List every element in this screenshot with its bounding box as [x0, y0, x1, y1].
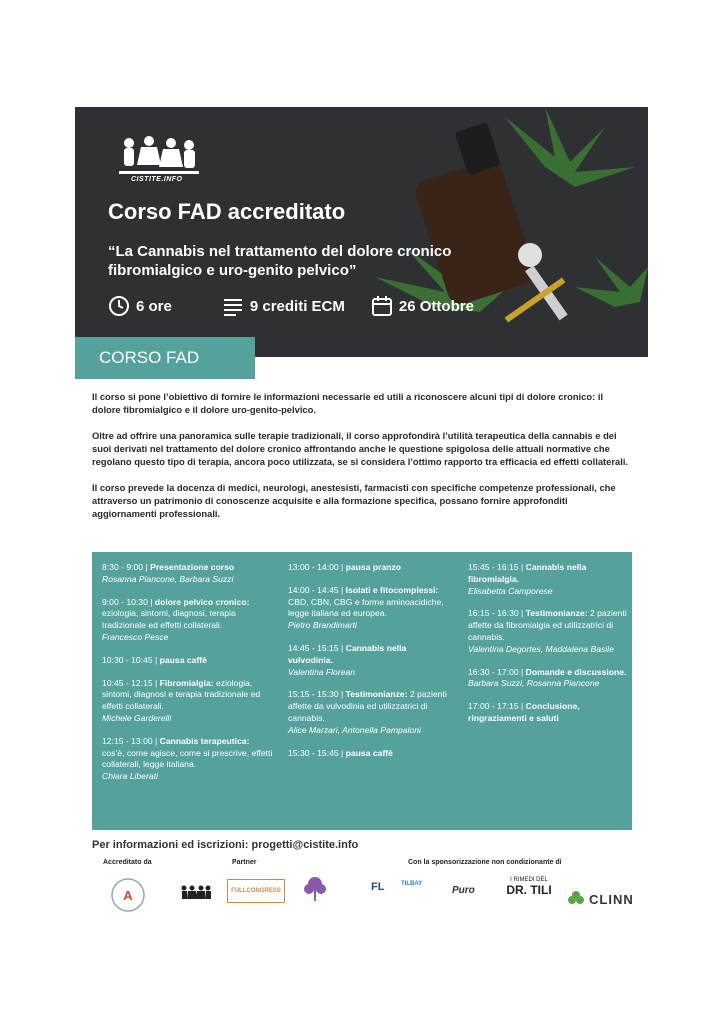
schedule-item [468, 701, 628, 725]
course-type-tag: CORSO FAD [75, 337, 255, 379]
schedule-title: Conclusione, ringraziamenti e saluti [468, 701, 580, 723]
schedule-title: pausa caffè [345, 747, 393, 758]
schedule-title: dolore pelvico cronico: [154, 596, 250, 607]
course-subtitle: “La Cannabis nel trattamento del dolore cronico fibromialgico e uro-genito pelvico” [108, 243, 452, 279]
schedule-item [288, 643, 452, 678]
accreditor-logo-text: A [123, 888, 133, 903]
schedule-time: 17:00 - 17:15 | [468, 701, 526, 712]
intro-paragraph: Il corso si pone l’obiettivo di fornire le informazioni necessarie ed utili a riconoscere alcuni tipi di dolore cronico: il dolore fibromialgico e il dolore uro-genito-pelvico. [92, 391, 604, 415]
schedule-title: pausa pranzo [345, 562, 402, 572]
schedule-speakers: Alice Marzari, Antonella Pampaloni [288, 724, 421, 735]
intro-paragraph: Il corso prevede la docenza di medici, neurologi, anestesisti, farmacisti con specifiche competenze professionali, che attraverso un patrimonio di conoscenze acquisite e alla formazione specifica, possano fornire approfonditi aggiornamenti professionali. [92, 482, 616, 519]
schedule-speakers: Chiara Liberati [102, 771, 158, 782]
intro-paragraph: Oltre ad offrire una panoramica sulle terapie tradizionali, il corso approfondirà l’utilità terapeutica della cannabis e dei suoi derivati nel trattamento del dolore cronico affrontando anche le questione spigolosa delle attuali normative che regolano questo tipo di terapia, ancora poco utilizzata, se si considera l’ottimo rapporto tra efficacia ed effetti collaterali. [92, 430, 629, 467]
list-icon [222, 295, 244, 317]
schedule-time: 10:45 - 12:15 | [102, 677, 160, 688]
schedule-speakers: Francesco Pesce [102, 631, 169, 642]
tilbay-logo: TILBAY [401, 881, 423, 887]
schedule-title: Cannabis nella fibromialgia. [468, 562, 587, 584]
schedule-item [102, 736, 274, 783]
schedule-item [468, 667, 628, 691]
schedule-time: 13:00 - 14:00 | [288, 562, 346, 572]
course-description [92, 390, 632, 533]
schedule-speakers: Elisabetta Camporese [468, 585, 553, 596]
schedule-item [102, 678, 274, 725]
schedule-item [102, 562, 274, 586]
flyer-page [75, 107, 648, 917]
page-title: Corso FAD accreditato [108, 199, 346, 224]
date-label: 26 Ottobre [398, 297, 474, 315]
credits-stat [222, 295, 345, 317]
cistite-small-logo [180, 885, 212, 921]
puro-logo: Puro [452, 885, 475, 896]
duration-stat [108, 295, 172, 317]
schedule-title: Testimonianze: [525, 608, 588, 619]
schedule-column-1 [102, 562, 274, 794]
schedule-column-3 [468, 562, 628, 736]
schedule-title: Presentazione corso [150, 562, 235, 572]
clinn-logo-text: CLINN [589, 891, 634, 907]
schedule-description: 2 pazienti affette da fibromialgia ed utilizzatrici di cannabis. [468, 608, 627, 642]
dr-tili-logo-top: I RIMEDI DEL [510, 877, 548, 883]
schedule-item [468, 562, 628, 597]
schedule-title: pausa caffè [159, 654, 207, 665]
contact-info: Per informazioni ed iscrizioni: progetti@cistite.info [92, 839, 359, 851]
accreditor-logo [110, 877, 150, 913]
schedule-title: Testimonianze: [345, 689, 408, 700]
schedule-time: 15:15 - 15:30 | [288, 689, 346, 700]
schedule-item [288, 748, 452, 760]
schedule-item [288, 562, 452, 574]
schedule-item [468, 608, 628, 655]
schedule-description: 2 pazienti affette da vulvodinia ed utilizzatrici di cannabis. [288, 689, 447, 723]
fl-group-logo: FL [371, 881, 385, 893]
fullcongress-logo-text: FULLCONGRESS [227, 879, 285, 903]
sponsor-label: Con la sponsorizzazione non condizionante di [408, 859, 562, 866]
schedule-title: Isolati e fitocomplessi: [345, 584, 439, 595]
schedule-time: 16:30 - 17:00 | [468, 666, 526, 677]
schedule-speakers: Valentina Florean [288, 666, 356, 677]
schedule-title: Cannabis nella vulvodinia. [288, 642, 407, 665]
accredited-label: Accreditato da [103, 859, 152, 866]
program-schedule [92, 552, 632, 830]
credits-label: 9 crediti ECM [249, 297, 345, 315]
dr-tili-logo-bottom: DR. TILI [506, 883, 552, 897]
logo-text: CISTITE.INFO [131, 176, 183, 183]
hero-banner [75, 107, 648, 357]
schedule-item [288, 689, 452, 736]
schedule-item [288, 585, 452, 632]
schedule-title: Cannabis terapeutica: [159, 735, 250, 746]
schedule-title: Domande e discussione. [525, 666, 627, 677]
schedule-speakers: Pietro Brandimarti [288, 620, 357, 631]
schedule-description: CBD, CBN, CBG e forme aminoacidiche, legge italiana ed europea. [288, 596, 444, 619]
schedule-time: 12:15 - 13:00 | [102, 735, 160, 746]
schedule-time: 15:45 - 16:15 | [468, 562, 526, 572]
schedule-speakers: Barbara Suzzi, Rosanna Piancone [468, 678, 600, 689]
schedule-time: 15:30 - 15:45 | [288, 747, 346, 758]
clock-icon [108, 295, 130, 317]
schedule-speakers: Michele Garderelli [102, 712, 172, 723]
schedule-item [102, 597, 274, 644]
fullcongress-logo [227, 879, 285, 915]
schedule-description: eziologia, sintomi, diagnosi e terapia tradizionale ed effetti collaterali. [102, 677, 261, 712]
date-stat [371, 295, 474, 317]
schedule-time: 8:30 - 9:00 | [102, 562, 151, 572]
dr-tili-logo [501, 877, 557, 913]
schedule-speakers: Valentina Degortes, Maddalena Basile [468, 643, 614, 654]
partner-tree-logo [300, 875, 330, 911]
schedule-column-2 [288, 562, 452, 770]
schedule-title: Fibromialgia: [159, 677, 214, 688]
clover-icon [567, 890, 585, 908]
partner-label: Partner [232, 859, 257, 866]
schedule-time: 16:15 - 16:30 | [468, 608, 526, 619]
calendar-icon [371, 295, 393, 317]
schedule-time: 14:00 - 14:45 | [288, 584, 346, 595]
schedule-time: 10:30 - 10:45 | [102, 654, 160, 665]
schedule-item [102, 655, 274, 667]
duration-label: 6 ore [136, 297, 172, 315]
schedule-speakers: Rosanna Piancone, Barbara Suzzi [102, 573, 234, 584]
course-stats [108, 295, 500, 317]
schedule-time: 14:45 - 15:15 | [288, 642, 346, 653]
clinn-logo [567, 881, 634, 917]
schedule-time: 9:00 - 10:30 | [102, 596, 155, 607]
schedule-description: cos’è, come agisce, come si prescrive, effetti collaterali, legge italiana. [102, 747, 273, 770]
schedule-description: eziologia, sintomi, diagnosi, terapia tradizionale ed effetti collaterali. [102, 608, 236, 631]
